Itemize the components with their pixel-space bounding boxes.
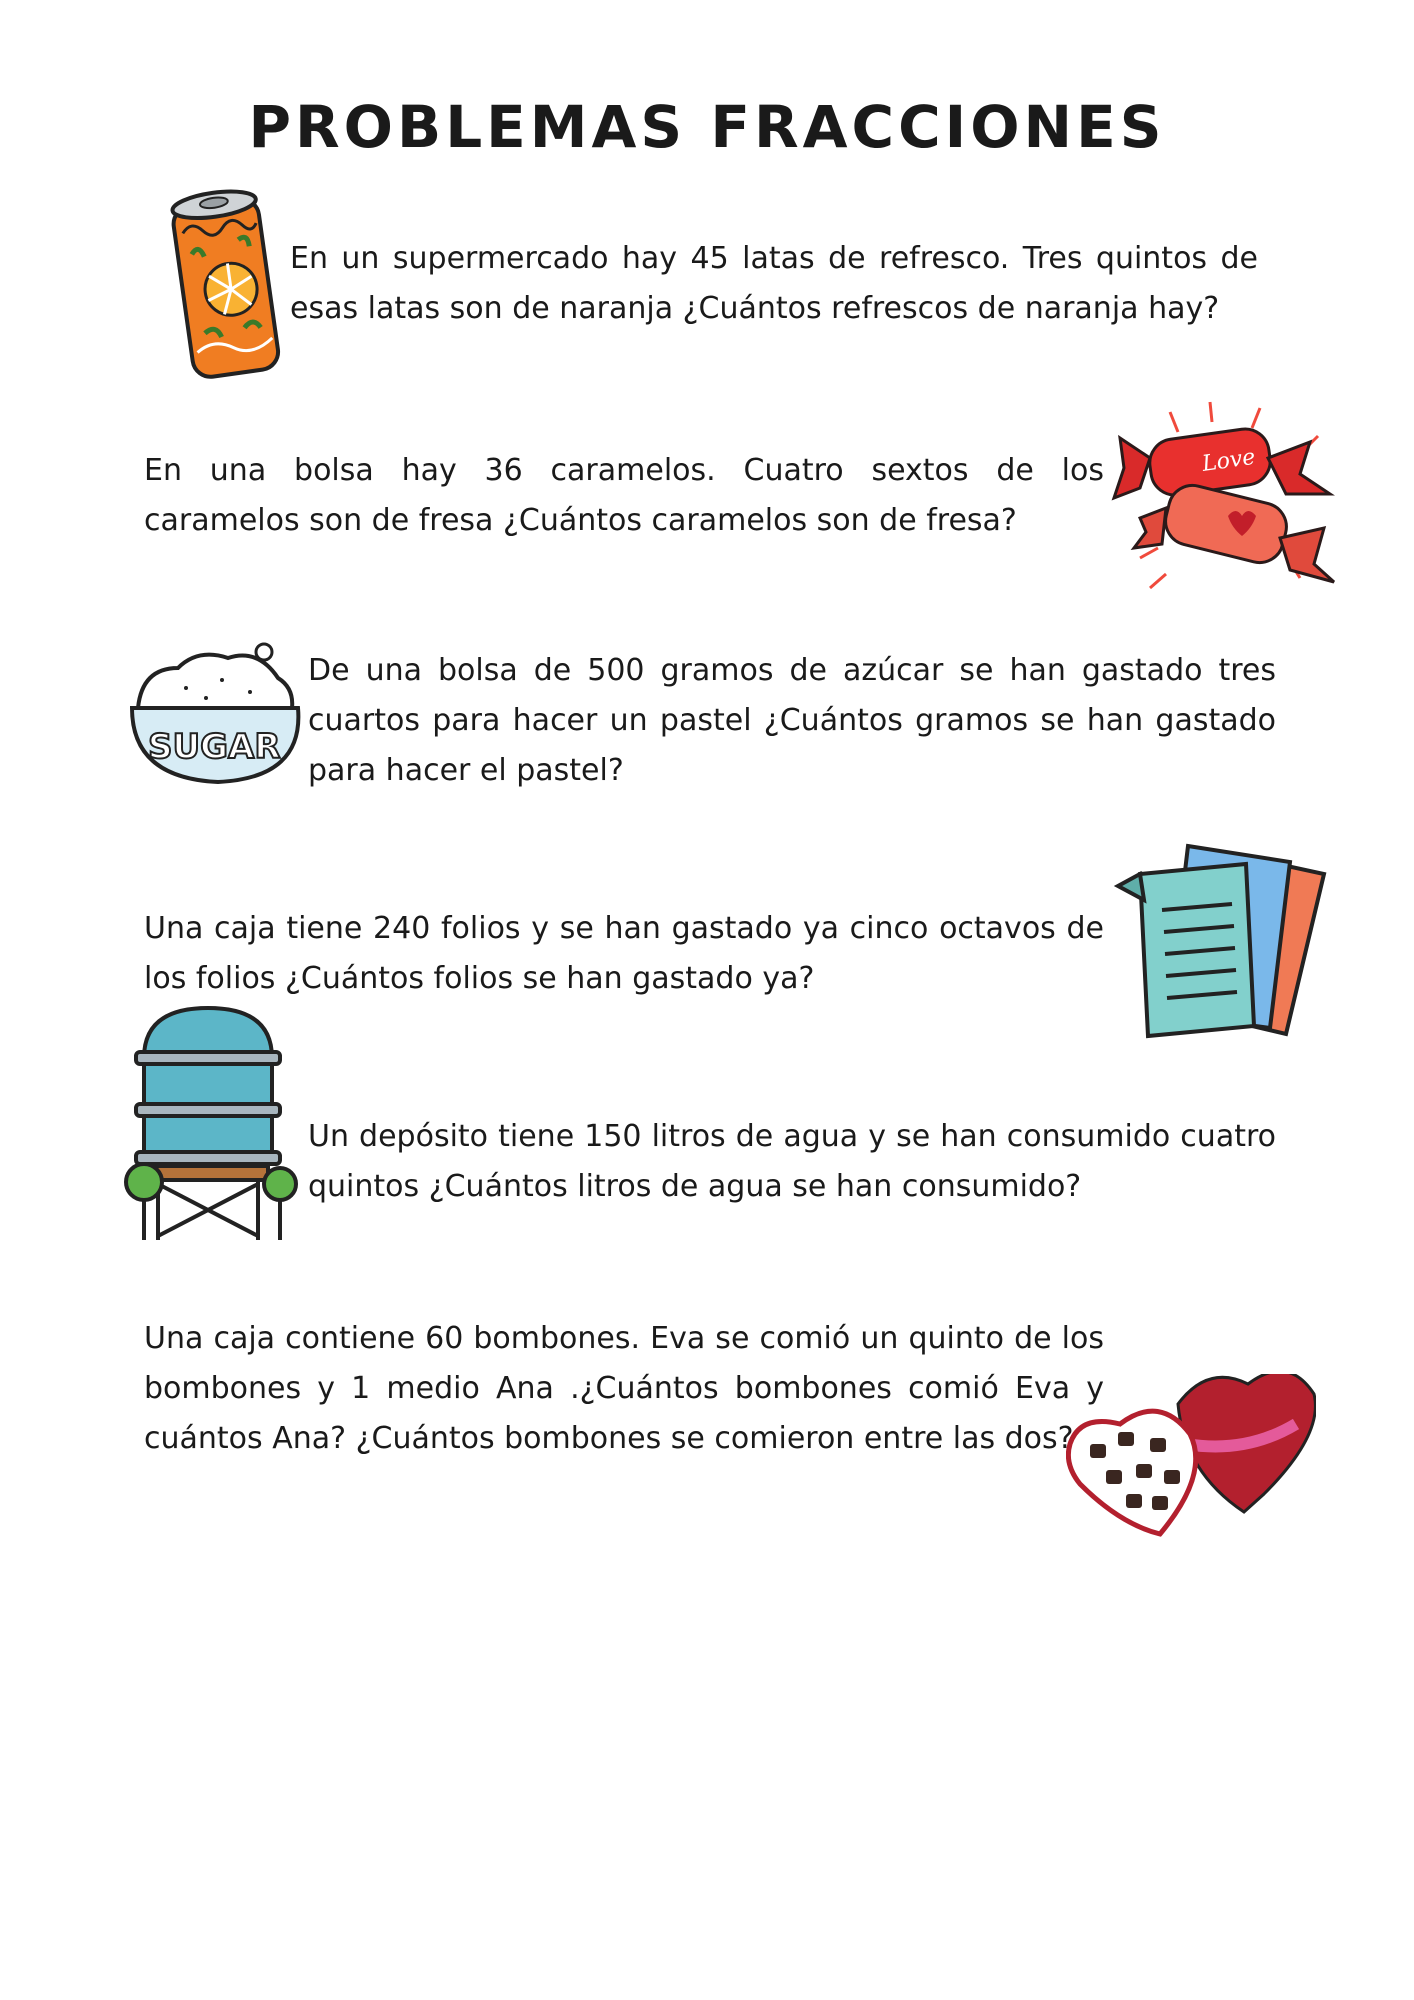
sugar-bowl-icon <box>126 636 304 788</box>
problem-1-text: En un supermercado hay 45 latas de refresco. Tres quintos de esas latas son de naranja ¿Cuántos refrescos de naranja hay? <box>290 241 1258 326</box>
problem-4-text: Una caja tiene 240 folios y se han gastado ya cinco octavos de los folios ¿Cuántos folios se han gastado ya? <box>144 911 1104 996</box>
problem-3-text: De una bolsa de 500 gramos de azúcar se han gastado tres cuartos para hacer un pastel ¿Cuántos gramos se han gastado para hacer el pastel? <box>308 653 1276 788</box>
water-tower-icon <box>122 1004 302 1244</box>
problem-6-text: Una caja contiene 60 bombones. Eva se comió un quinto de los bombones y 1 medio Ana .¿Cuántos bombones comió Eva y cuántos Ana? ¿Cuántos bombones se comieron entre las dos? <box>144 1321 1104 1456</box>
candy-label: Love <box>1200 444 1257 477</box>
soda-can-icon <box>160 180 290 385</box>
problem-5-text: Un depósito tiene 150 litros de agua y se han consumido cuatro quintos ¿Cuántos litros de agua se han consumido? <box>308 1119 1276 1204</box>
paper-sheets-icon <box>1110 838 1334 1040</box>
candy-icon <box>1110 398 1352 598</box>
page-title: PROBLEMAS FRACCIONES <box>248 93 1166 161</box>
sugar-label: SUGAR <box>148 727 281 767</box>
problem-2-text: En una bolsa hay 36 caramelos. Cuatro sextos de los caramelos son de fresa ¿Cuántos caramelos son de fresa? <box>144 453 1104 538</box>
